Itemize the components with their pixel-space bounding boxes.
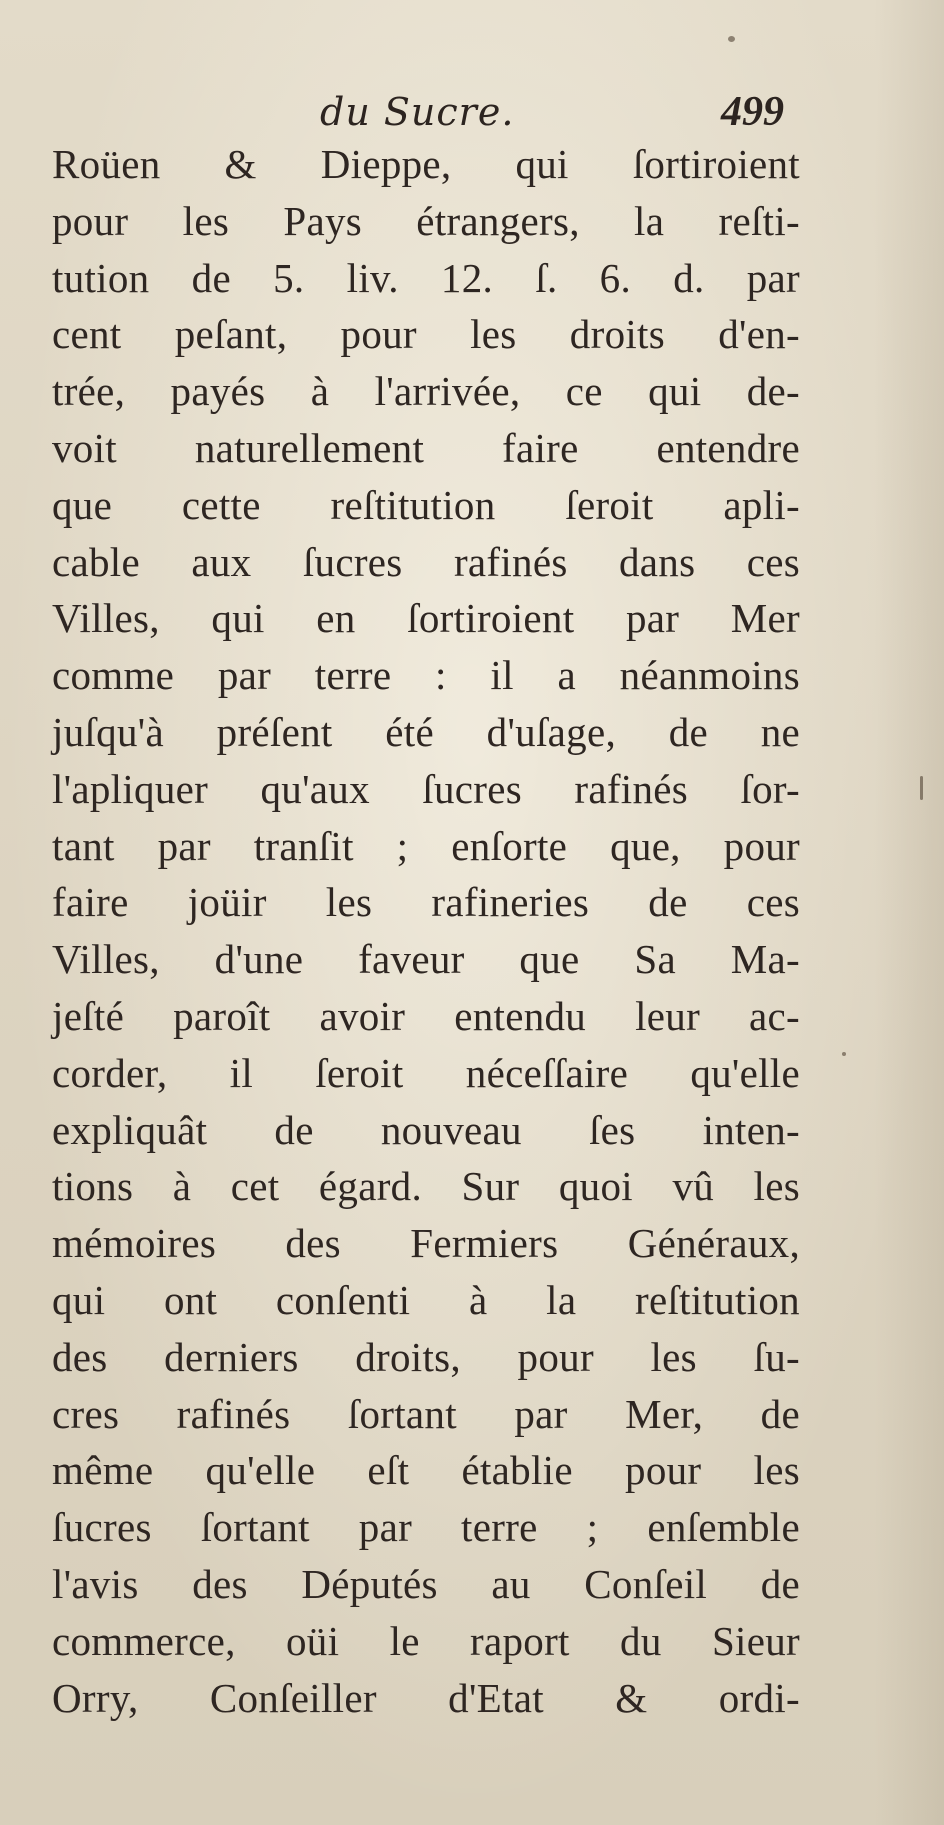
text-line: l'apliquer qu'aux ſucres rafinés ſor- [52,765,800,812]
text-line: Roüen & Dieppe, qui ſortiroient [52,141,800,187]
text-line: tions à cet égard. Sur quoi vû les [52,1163,800,1210]
text-line: comme par terre : il a néanmoins [52,652,800,699]
page-edge-shadow [874,0,944,1825]
ink-spot [728,36,735,42]
text-line: voit naturellement faire entendre [52,424,800,471]
text-line: cent peſant, pour les droits d'en- [52,311,800,358]
text-line: l'avis des Députés au Conſeil de [52,1560,800,1607]
text-line: qui ont conſenti à la reſtitution [52,1276,800,1323]
text-line: corder, il ſeroit néceſſaire qu'elle [52,1049,800,1096]
text-line: mémoires des Fermiers Généraux, [52,1220,800,1267]
text-line: des derniers droits, pour les ſu- [52,1333,800,1380]
text-line: juſqu'à préſent été d'uſage, de ne [52,708,800,755]
ink-spot [920,776,923,800]
text-line: Villes, d'une faveur que Sa Ma- [52,936,800,983]
body-text [52,136,800,1726]
text-line: tution de 5. liv. 12. ſ. 6. d. par [52,254,800,301]
text-line: que cette reſtitution ſeroit apli- [52,481,800,528]
text-line: même qu'elle eſt établie pour les [52,1447,800,1494]
text-line: faire joüir les rafineries de ces [52,879,800,926]
page-header [52,86,792,138]
text-line: commerce, oüi le raport du Sieur [52,1617,800,1664]
ink-spot [842,1052,846,1056]
text-line: pour les Pays étrangers, la reſti- [52,197,800,244]
text-line: Villes, qui en ſortiroient par Mer [52,595,800,642]
text-line: expliquât de nouveau ſes inten- [52,1106,800,1153]
running-head: du Sucre. [320,90,515,134]
text-line: Orry, Conſeiller d'Etat & ordi- [52,1674,800,1721]
text-line: tant par tranſit ; enſorte que, pour [52,822,800,869]
text-line: jeſté paroît avoir entendu leur ac- [52,992,800,1039]
page-number: 499 [721,89,784,135]
text-line: cable aux ſucres rafinés dans ces [52,538,800,585]
text-line: ſucres ſortant par terre ; enſemble [52,1504,800,1551]
text-line: trée, payés à l'arrivée, ce qui de- [52,368,800,415]
text-line: cres rafinés ſortant par Mer, de [52,1390,800,1437]
